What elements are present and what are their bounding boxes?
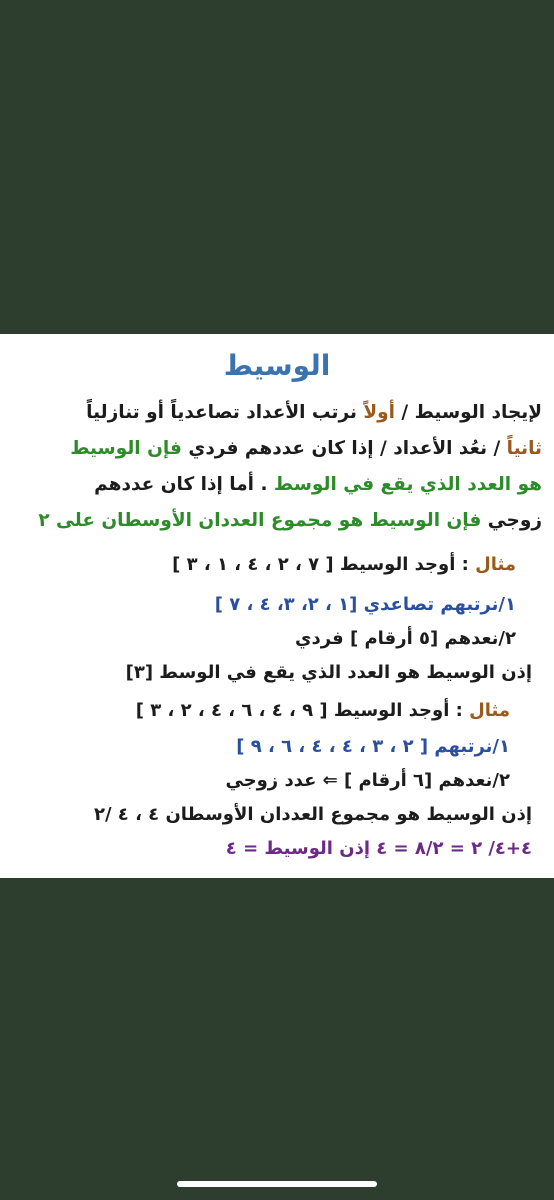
- example2-calc: ٤+٤/ ٢ = ٨/٢ = ٤ إذن الوسيط = ٤: [225, 838, 532, 859]
- intro-line-1: [86, 404, 542, 423]
- intro-line-3: [94, 476, 542, 495]
- intro-line-4: [38, 512, 542, 531]
- example-colon: :: [455, 554, 476, 575]
- green-text: فإن الوسيط: [70, 438, 182, 459]
- example-text: أوجد الوسيط [ ٧ ، ٢ ، ٤ ، ١ ، ٣ ]: [172, 554, 456, 575]
- home-indicator[interactable]: [177, 1181, 377, 1187]
- example1-prompt: [172, 556, 516, 574]
- first-label: أولاً: [363, 402, 395, 423]
- example2-result: إذن الوسيط هو مجموع العددان الأوسطان ٤ ، ٤ /٢: [93, 804, 532, 825]
- content-card: [0, 334, 554, 878]
- example2-prompt: [136, 702, 510, 720]
- example2-step1: ١/نرتبهم [ ٢ ، ٣ ، ٤ ، ٤ ، ٦ ، ٩ ]: [236, 736, 510, 757]
- second-label: ثانياً: [506, 438, 542, 459]
- example-colon: :: [449, 700, 470, 721]
- intro-line-2: [70, 440, 542, 459]
- intro-text: . أما إذا كان عددهم: [94, 474, 274, 495]
- example-text: أوجد الوسيط [ ٩ ، ٤ ، ٦ ، ٤ ، ٢ ، ٣ ]: [135, 700, 450, 721]
- intro-text: / نعُد الأعداد / إذا كان عددهم فردي: [181, 438, 507, 459]
- example-label: مثال: [469, 700, 510, 721]
- green-text: فإن الوسيط هو مجموع العددان الأوسطان على ٢: [38, 510, 482, 531]
- example2-step2: ٢/نعدهم [٦ أرقام ] ⇐ عدد زوجي: [225, 770, 510, 791]
- example1-step1: ١/نرتبهم تصاعدي [١ ، ٢، ٣، ٤ ، ٧ ]: [214, 594, 516, 615]
- page-title: الوسيط: [223, 349, 331, 382]
- intro-text: لإيجاد الوسيط /: [394, 402, 542, 423]
- example1-result: إذن الوسيط هو العدد الذي يقع في الوسط [٣]: [125, 662, 532, 683]
- green-text: هو العدد الذي يقع في الوسط: [273, 474, 542, 495]
- intro-text: زوجي: [481, 510, 542, 531]
- example1-step2: ٢/نعدهم [٥ أرقام ] فردي: [295, 628, 516, 649]
- intro-text: نرتب الأعداد تصاعدياً أو تنازلياً: [86, 402, 364, 423]
- example-label: مثال: [475, 554, 516, 575]
